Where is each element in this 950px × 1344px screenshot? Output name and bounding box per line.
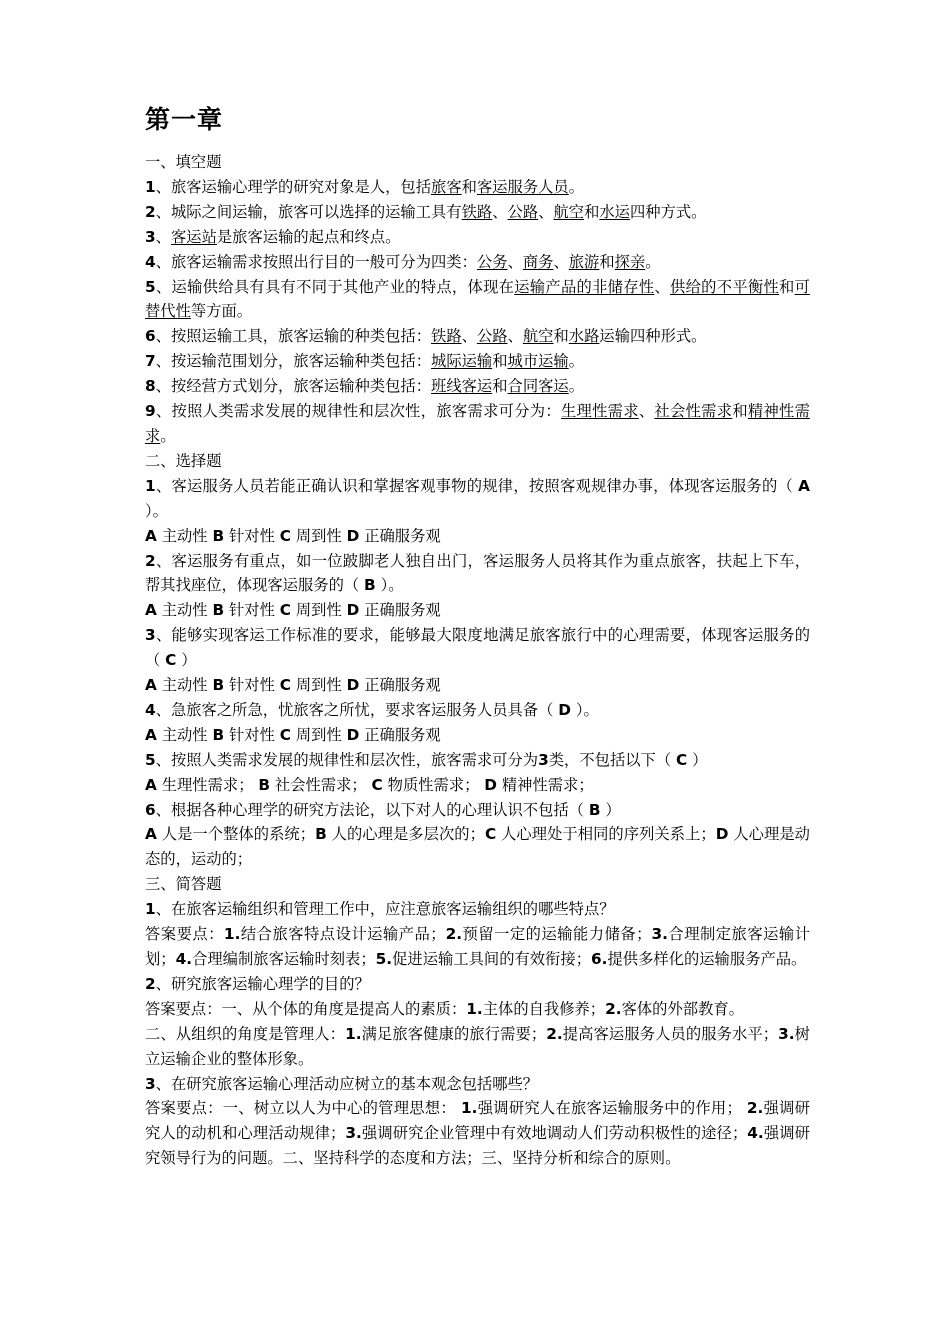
text-run: 、按运输范围划分，旅客运输种类包括： (155, 352, 432, 371)
paragraph (145, 698, 810, 723)
paragraph (145, 1096, 810, 1171)
paragraph (145, 623, 810, 673)
text-run: 2. (445, 925, 463, 944)
text-run: 、旅客运输心理学的研究对象是人，包括 (155, 177, 432, 196)
text-run: B (258, 775, 271, 794)
paragraph (145, 399, 810, 449)
text-run: 周到性 (291, 676, 347, 695)
text-run: 人的心理是多层次的； (326, 825, 485, 844)
text-run: 、 (654, 277, 670, 296)
text-run: C (484, 825, 497, 844)
answer-blank: 合同客运 (507, 377, 569, 396)
text-run: 促进运输工具间的有效衔接； (392, 950, 591, 968)
text-run: 正确服务观 (359, 725, 441, 744)
text-run: D (346, 526, 360, 545)
text-run: 2. (746, 1099, 764, 1118)
paragraph (145, 324, 810, 349)
text-run: B (364, 576, 376, 595)
text-run: 和 (584, 202, 600, 221)
text-run: 5. (375, 950, 393, 968)
text-run: B (212, 526, 225, 545)
text-run: 人心理是动态的，运动的； (145, 825, 810, 869)
text-run: 4. (175, 950, 193, 968)
text-run: 3 (538, 750, 549, 769)
text-run: 3. (778, 1024, 795, 1043)
paragraph (145, 922, 810, 972)
text-run: 、在研究旅客运输心理活动应树立的基本观念包括哪些？ (155, 1074, 539, 1093)
text-run: 、按经营方式划分，旅客运输种类包括： (155, 377, 432, 396)
document-body (145, 150, 810, 1171)
text-run: 6. (591, 950, 608, 968)
text-run: 7 (145, 352, 156, 371)
text-run: A (145, 526, 157, 545)
text-run: 3 (145, 227, 156, 246)
answer-blank: 水路 (568, 327, 600, 346)
text-run: 是旅客运输的起点和终点。 (216, 227, 401, 246)
answer-blank: 航空 (553, 202, 585, 221)
text-run: 、急旅客之所急，忧旅客之所忧，要求客运服务人员具备（ (155, 700, 559, 719)
text-run: ）。 (570, 700, 599, 719)
text-run: 、 (461, 327, 477, 346)
text-run: D (346, 725, 360, 744)
text-run: 正确服务观 (359, 601, 441, 620)
answer-blank: 铁路 (461, 202, 493, 221)
text-run: 5 (145, 750, 156, 769)
text-run: 满足旅客健康的旅行需要； (361, 1024, 547, 1043)
text-run: 类，不包括以下（ (548, 750, 676, 769)
text-run: D (715, 825, 729, 844)
text-run: C (279, 676, 291, 695)
text-run: 、按照运输工具，旅客运输的种类包括： (155, 327, 432, 346)
paragraph (145, 598, 810, 623)
text-run: 和 (779, 277, 795, 296)
answer-blank: 生理性需求 (560, 402, 639, 421)
text-run: 、运输供给具有具有不同于其他产业的特点，体现在 (155, 277, 515, 296)
text-run: A (145, 825, 157, 844)
text-run: 、 (553, 252, 569, 271)
text-run: 针对性 (224, 676, 280, 695)
text-run: D (346, 676, 360, 695)
text-run: 周到性 (291, 601, 347, 620)
text-run: 、 (492, 202, 508, 221)
answer-blank: 班线客运 (431, 377, 493, 396)
text-run: ）。 (375, 576, 404, 595)
paragraph (145, 972, 810, 997)
text-run: 2 (145, 202, 156, 221)
chapter-title: 第一章 (145, 105, 224, 134)
text-run: 1. (345, 1024, 362, 1043)
text-run: 、 (155, 227, 171, 246)
text-run: 强调研究人的动机和心理活动规律； (145, 1099, 810, 1143)
text-run: ）。 (145, 501, 168, 520)
paragraph (145, 275, 810, 325)
text-run: 。 (568, 377, 585, 396)
text-run: 强调研究企业管理中有效地调动人们劳动积极性的途径； (361, 1124, 748, 1143)
text-run: C (279, 526, 291, 545)
text-run: 3 (145, 1074, 156, 1093)
text-run: D (484, 775, 497, 794)
text-run: C (371, 775, 383, 794)
answer-blank: 客运服务人员 (476, 177, 569, 196)
paragraph (145, 822, 810, 872)
text-run: 、按照人类需求发展的规律性和层次性，旅客需求可分为 (155, 750, 539, 769)
document-page (145, 100, 810, 1171)
text-run: 精神性需求； (497, 775, 594, 794)
text-run: 等方面。 (190, 302, 253, 321)
section-heading: 二、选择题 (145, 451, 222, 470)
text-run: D (346, 601, 360, 620)
text-run: 、研究旅客运输心理学的目的？ (155, 974, 370, 993)
text-run: A (145, 775, 157, 794)
text-run: 3. (651, 925, 668, 944)
text-run: 和 (732, 402, 748, 421)
text-run: 人是一个整体的系统； (156, 825, 316, 844)
answer-blank: 铁路 (431, 327, 462, 346)
text-run: 强调研究领导行为的问题。二、坚持科学的态度和方法；三、坚持分析和综合的原则。 (145, 1124, 810, 1168)
answer-blank: 社会性需求 (654, 402, 733, 421)
text-run: 答案要点： (145, 925, 224, 944)
answer-blank: 供给的不平衡性 (670, 277, 780, 296)
text-run: 4 (145, 700, 156, 719)
answer-blank: 水运 (599, 202, 630, 221)
text-run: 2. (546, 1024, 563, 1043)
text-run: 和 (599, 252, 615, 271)
text-run: 和 (492, 352, 508, 371)
text-run: 、客运服务有重点，如一位跛脚老人独自出门，客运服务人员将其作为重点旅客，扶起上下车，帮其找座位，体现客运服务的（ (145, 551, 810, 595)
text-run: 、按照人类需求发展的规律性和层次性，旅客需求可分为： (155, 402, 561, 421)
text-run: B (212, 676, 225, 695)
paragraph (145, 673, 810, 698)
text-run: 3 (145, 626, 156, 645)
text-run: 针对性 (224, 601, 280, 620)
text-run: 、能够实现客运工作标准的要求，能够最大限度地满足旅客旅行中的心理需要，体现客运服务的（ (145, 626, 810, 670)
answer-blank: 公路 (476, 327, 508, 346)
text-run: B (315, 825, 327, 844)
text-run: 、在旅客运输组织和管理工作中，应注意旅客运输组织的哪些特点？ (155, 900, 615, 919)
text-run: 主动性 (156, 725, 213, 744)
text-run: 2 (145, 974, 156, 993)
answer-blank: 公务 (476, 252, 508, 271)
text-run: 1. (223, 925, 241, 944)
text-run: 。 (568, 352, 585, 371)
text-run: 和 (492, 377, 508, 396)
paragraph (145, 723, 810, 748)
text-run: 社会性需求； (270, 775, 372, 794)
section-heading: 三、简答题 (145, 875, 222, 894)
text-run: 、客运服务人员若能正确认识和掌握客观事物的规律，按照客观规律办事，体现客运服务的（ (155, 476, 799, 495)
answer-blank: 客运站 (170, 227, 217, 246)
paragraph (145, 200, 810, 225)
text-run: 二、从组织的角度是管理人： (145, 1024, 346, 1043)
text-run: 6 (145, 327, 156, 346)
text-run: 强调研究人在旅客运输服务中的作用； (477, 1099, 747, 1118)
text-run: C (279, 725, 291, 744)
text-run: 3. (345, 1124, 362, 1143)
text-run: 树立运输企业的整体形象。 (145, 1024, 810, 1068)
text-run: 合理编制旅客运输时刻表； (192, 950, 376, 968)
text-run: 6 (145, 800, 156, 819)
text-run: 、旅客运输需求按照出行目的一般可分为四类： (155, 252, 477, 271)
text-run: A (145, 676, 157, 695)
paragraph (145, 1022, 810, 1072)
answer-blank: 城市运输 (507, 352, 569, 371)
text-run: 4. (747, 1124, 764, 1143)
text-run: C (676, 750, 688, 769)
text-run: 1. (461, 1099, 478, 1118)
text-run: A (798, 476, 810, 495)
paragraph (145, 250, 810, 275)
text-run: 1. (466, 999, 483, 1018)
text-run: ） (687, 750, 708, 769)
text-run: 8 (145, 377, 156, 396)
text-run: 结合旅客特点设计运输产品； (240, 925, 446, 944)
text-run: D (558, 700, 571, 719)
answer-blank: 航空 (522, 327, 554, 346)
text-run: 预留一定的运输能力储备； (462, 925, 652, 944)
text-run: 生理性需求； (156, 775, 259, 794)
paragraph (145, 349, 810, 374)
paragraph (145, 225, 810, 250)
text-run: 提供多样化的运输服务产品。 (607, 950, 807, 968)
paragraph (145, 798, 810, 823)
text-run: 2 (145, 551, 156, 570)
text-run: 4 (145, 252, 156, 271)
text-run: 主体的自我修养； (482, 999, 606, 1018)
paragraph (145, 549, 810, 599)
text-run: 提高客运服务人员的服务水平； (562, 1024, 779, 1043)
text-run: 1 (145, 900, 156, 919)
text-run: 主动性 (156, 601, 213, 620)
text-run: 1 (145, 476, 156, 495)
text-run: 和 (553, 327, 569, 346)
text-run: C (165, 651, 177, 670)
text-run: 、 (507, 327, 523, 346)
text-run: 答案要点：一、从个体的角度是提高人的素质： (145, 999, 467, 1018)
paragraph (145, 748, 810, 773)
paragraph (145, 474, 810, 524)
answer-blank: 精神性需求 (145, 402, 810, 445)
text-run: 物质性需求； (382, 775, 485, 794)
text-run: 主动性 (156, 526, 213, 545)
text-run: 正确服务观 (359, 526, 441, 545)
text-run: 主动性 (156, 676, 213, 695)
text-run: 、 (638, 402, 655, 421)
text-run: 2. (605, 999, 622, 1018)
text-run: 周到性 (291, 725, 347, 744)
text-run: A (145, 725, 157, 744)
text-run: 人心理处于相同的序列关系上； (496, 825, 716, 844)
text-run: 周到性 (291, 526, 347, 545)
text-run: 运输四种形式。 (599, 327, 707, 346)
answer-blank: 旅游 (568, 252, 600, 271)
paragraph (145, 374, 810, 399)
text-run: 。 (568, 177, 585, 196)
paragraph (145, 1072, 810, 1097)
text-run: 和 (461, 177, 477, 196)
text-run: B (588, 800, 601, 819)
text-run: 客体的外部教育。 (621, 999, 744, 1018)
answer-blank: 旅客 (431, 177, 462, 196)
text-run: 。 (160, 426, 176, 445)
text-run: 、根据各种心理学的研究方法论，以下对人的心理认识不包括（ (155, 800, 589, 819)
answer-blank: 商务 (522, 252, 554, 271)
text-run: 正确服务观 (359, 676, 441, 695)
section-heading: 一、填空题 (145, 153, 222, 171)
text-run: 、 (538, 202, 554, 221)
answer-blank: 运输产品的非储存性 (514, 277, 655, 296)
answer-blank: 探亲 (614, 252, 646, 271)
paragraph (145, 175, 810, 200)
text-run: 、城际之间运输，旅客可以选择的运输工具有 (155, 202, 462, 221)
text-run: 针对性 (224, 725, 280, 744)
text-run: 四种方式。 (629, 202, 707, 221)
answer-blank: 城际运输 (431, 352, 493, 371)
text-run: ） (600, 800, 621, 819)
text-run: ） (176, 651, 197, 670)
text-run: 1 (145, 177, 156, 196)
text-run: 针对性 (224, 526, 280, 545)
paragraph (145, 524, 810, 549)
text-run: 答案要点：一、树立以人为中心的管理思想： (145, 1099, 462, 1118)
text-run: 9 (145, 402, 156, 421)
answer-blank: 可替代性 (145, 277, 810, 321)
answer-blank: 公路 (507, 202, 539, 221)
text-run: B (212, 601, 225, 620)
text-run: 合理制定旅客运输计划； (145, 925, 810, 968)
paragraph (145, 773, 810, 798)
text-run: B (212, 725, 225, 744)
text-run: 、 (507, 252, 523, 271)
text-run: 。 (645, 252, 661, 271)
paragraph (145, 897, 810, 922)
text-run: C (279, 601, 291, 620)
text-run: A (145, 601, 157, 620)
paragraph (145, 997, 810, 1022)
text-run: 5 (145, 277, 156, 296)
